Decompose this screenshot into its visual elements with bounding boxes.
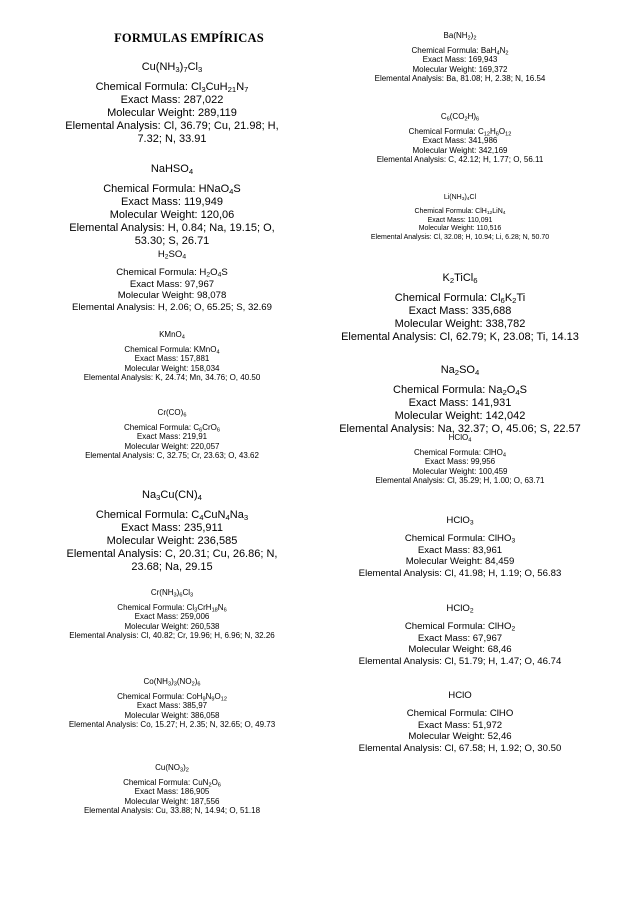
molecular-weight: Molecular Weight: 120,06 xyxy=(109,209,235,221)
elemental-analysis: Elemental Analysis: H, 0.84; Na, 19.15; O, 53.30; S, 26.71 xyxy=(69,222,275,247)
compound-entry xyxy=(60,489,284,574)
molecular-weight: Molecular Weight: 220,057 xyxy=(124,441,220,451)
elemental-analysis: Elemental Analysis: Cl, 41.98; H, 1.19; O, 56.83 xyxy=(358,568,562,580)
chemical-formula: Chemical Formula: KMnO$_4$ xyxy=(124,344,220,355)
compound-entry xyxy=(338,690,582,755)
exact-mass: Exact Mass: 186,905 xyxy=(134,787,210,797)
exact-mass: Exact Mass: 97,967 xyxy=(129,278,215,290)
chemical-formula: Chemical Formula: $BaH_4N_2$ xyxy=(411,45,509,56)
molecular-weight: Molecular Weight: 110,516 xyxy=(418,225,502,233)
elemental-analysis: Elemental Analysis: Cl, 51.79; H, 1.47; O, 46.74 xyxy=(358,656,562,668)
chemical-formula: Chemical Formula: ClHO$_3$ xyxy=(404,532,516,545)
compound-name: $Cr(CO)_6$ xyxy=(157,408,187,419)
compound-entry xyxy=(338,603,582,668)
elemental-analysis: Elemental Analysis: Co, 15.27; H, 2.35; N, 32.65; O, 49.73 xyxy=(68,720,276,730)
exact-mass: Exact Mass: 99,956 xyxy=(424,457,496,467)
compound-name: HClO$_2$ xyxy=(446,603,474,615)
exact-mass: Exact Mass: 51,972 xyxy=(417,719,503,731)
elemental-analysis: Elemental Analysis: Cl, 35.29; H, 1.00; O, 63.71 xyxy=(375,476,545,486)
chemical-formula: Chemical Formula: ClH$_{12}$LiN$_4$ xyxy=(414,207,506,217)
compound-entry xyxy=(338,433,582,486)
chemical-formula: Chemical Formula: ClHO$_4$ xyxy=(413,447,507,458)
compound-entry xyxy=(338,515,582,580)
exact-mass: Exact Mass: 110,091 xyxy=(427,216,493,224)
molecular-weight: Molecular Weight: 158,034 xyxy=(124,363,220,373)
compound-entry xyxy=(338,194,582,243)
compound-entry xyxy=(60,763,284,816)
molecular-weight: Molecular Weight: 236,585 xyxy=(106,535,238,547)
compound-name: NaHSO$_4$ xyxy=(150,163,194,176)
chemical-formula: Chemical Formula: $C_4CuN_4Na_3$ xyxy=(95,509,249,522)
molecular-weight: Molecular Weight: 338,782 xyxy=(394,318,526,330)
compound-entry xyxy=(338,364,582,436)
elemental-analysis: Elemental Analysis: Cu, 33.88; N, 14.94; O, 51.18 xyxy=(83,806,261,816)
exact-mass: Exact Mass: 335,688 xyxy=(408,305,512,317)
chemical-formula: Chemical Formula: $H_2O_4S$ xyxy=(116,266,228,279)
exact-mass: Exact Mass: 219,91 xyxy=(136,432,208,442)
exact-mass: Exact Mass: 169,943 xyxy=(422,55,498,65)
chemical-formula: Chemical Formula: $CoH_9N_9O_{12}$ xyxy=(117,691,227,702)
molecular-weight: Molecular Weight: 342,169 xyxy=(412,145,508,155)
compound-entry xyxy=(60,408,284,461)
compound-entry xyxy=(338,31,582,84)
compound-entry xyxy=(60,677,284,730)
elemental-analysis: Elemental Analysis: C, 20.31; Cu, 26.86; N, 23.68; Na, 29.15 xyxy=(66,548,278,573)
chemical-formula: Chemical Formula: $C_{12}H_6O_{12}$ xyxy=(408,126,512,137)
exact-mass: Exact Mass: 385,97 xyxy=(136,701,208,711)
molecular-weight: Molecular Weight: 260,538 xyxy=(124,621,220,631)
exact-mass: Exact Mass: 157,881 xyxy=(134,354,210,364)
compound-entry xyxy=(60,61,284,146)
compound-name: $Na_3Cu(CN)_4$ xyxy=(142,489,202,502)
compound-name: $Na_2SO_4$ xyxy=(440,364,480,377)
page-title: FORMULAS EMPÍRICAS xyxy=(114,31,264,45)
compound-entry xyxy=(60,249,284,314)
compound-entry xyxy=(60,330,284,383)
exact-mass: Exact Mass: 235,911 xyxy=(121,522,223,534)
chemical-formula: Chemical Formula: $CuN_2O_6$ xyxy=(123,777,221,788)
compound-name: KMnO$_4$ xyxy=(159,330,185,341)
elemental-analysis: Elemental Analysis: Cl, 32.08; H, 10.94; Li, 6.28; N, 50.70 xyxy=(370,234,550,242)
elemental-analysis: Elemental Analysis: Na, 32.37; O, 45.06; S, 22.57 xyxy=(339,423,581,435)
compound-name: $Li(NH_3)_4Cl$ xyxy=(443,194,477,203)
compound-entry xyxy=(338,272,582,344)
compound-name: HClO xyxy=(448,690,472,701)
compound-name: $C_6(CO_2H)_6$ xyxy=(440,112,480,123)
molecular-weight: Molecular Weight: 169,372 xyxy=(412,64,508,74)
exact-mass: Exact Mass: 259,006 xyxy=(134,612,210,622)
exact-mass: Exact Mass: 83,961 xyxy=(417,544,503,556)
elemental-analysis: Elemental Analysis: C, 42.12; H, 1.77; O, 56.11 xyxy=(376,155,544,165)
chemical-formula: Chemical Formula: $Na_2O_4S$ xyxy=(393,384,527,397)
compound-name: $Co(NH_3)_3(NO_2)_6$ xyxy=(143,677,201,688)
chemical-formula: Chemical Formula: ClHO xyxy=(406,707,514,719)
compound-name: $K_2TiCl_6$ xyxy=(442,272,478,285)
molecular-weight: Molecular Weight: 52,46 xyxy=(408,731,512,743)
molecular-weight: Molecular Weight: 386,058 xyxy=(124,710,220,720)
compound-name: HClO$_3$ xyxy=(446,515,474,527)
exact-mass: Exact Mass: 141,931 xyxy=(408,397,512,409)
elemental-analysis: Elemental Analysis: Cl, 40.82; Cr, 19.96; H, 6.96; N, 32.26 xyxy=(69,631,275,641)
compound-name: $H_2SO_4$ xyxy=(157,249,187,261)
molecular-weight: Molecular Weight: 289,119 xyxy=(107,107,237,119)
elemental-analysis: Elemental Analysis: Cl, 36.79; Cu, 21.98; H, 7.32; N, 33.91 xyxy=(65,120,279,145)
molecular-weight: Molecular Weight: 68,46 xyxy=(408,644,512,656)
exact-mass: Exact Mass: 341,986 xyxy=(422,136,498,146)
compound-entry xyxy=(338,112,582,165)
elemental-analysis: Elemental Analysis: C, 32.75; Cr, 23.63; O, 43.62 xyxy=(85,451,259,461)
elemental-analysis: Elemental Analysis: Cl, 62.79; K, 23.08; Ti, 14.13 xyxy=(341,331,579,343)
chemical-formula: Chemical Formula: ClHO$_2$ xyxy=(404,620,516,633)
exact-mass: Exact Mass: 287,022 xyxy=(120,94,224,106)
molecular-weight: Molecular Weight: 187,556 xyxy=(124,796,220,806)
elemental-analysis: Elemental Analysis: H, 2.06; O, 65.25; S, 32.69 xyxy=(72,302,272,314)
compound-name: $Ba(NH_2)_2$ xyxy=(443,31,477,42)
molecular-weight: Molecular Weight: 100,459 xyxy=(412,466,508,476)
molecular-weight: Molecular Weight: 98,078 xyxy=(117,290,227,302)
chemical-formula: Chemical Formula: $C_6CrO_6$ xyxy=(123,422,221,433)
exact-mass: Exact Mass: 119,949 xyxy=(121,196,223,208)
compound-entry xyxy=(60,163,284,248)
compound-name: $Cu(NO_3)_2$ xyxy=(155,763,189,774)
chemical-formula: Chemical Formula: $Cl_3CrH_{18}N_6$ xyxy=(117,602,227,613)
elemental-analysis: Elemental Analysis: Ba, 81.08; H, 2.38; N, 16.54 xyxy=(374,74,546,84)
compound-name: $Cr(NH_3)_6Cl_3$ xyxy=(150,588,194,599)
elemental-analysis: Elemental Analysis: Cl, 67.58; H, 1.92; O, 30.50 xyxy=(358,743,562,755)
chemical-formula: Chemical Formula: HNaO$_4$S xyxy=(103,183,241,196)
compound-name: HClO$_4$ xyxy=(448,433,472,444)
chemical-formula: Chemical Formula: $Cl_3CuH_{21}N_7$ xyxy=(95,81,249,94)
elemental-analysis: Elemental Analysis: K, 24.74; Mn, 34.76; O, 40.50 xyxy=(83,373,261,383)
compound-name: $Cu(NH_3)_7Cl_3$ xyxy=(141,61,203,74)
compound-entry xyxy=(60,588,284,641)
exact-mass: Exact Mass: 67,967 xyxy=(417,632,503,644)
molecular-weight: Molecular Weight: 84,459 xyxy=(405,556,515,568)
molecular-weight: Molecular Weight: 142,042 xyxy=(394,410,526,422)
chemical-formula: Chemical Formula: $Cl_6K_2Ti$ xyxy=(394,292,526,305)
